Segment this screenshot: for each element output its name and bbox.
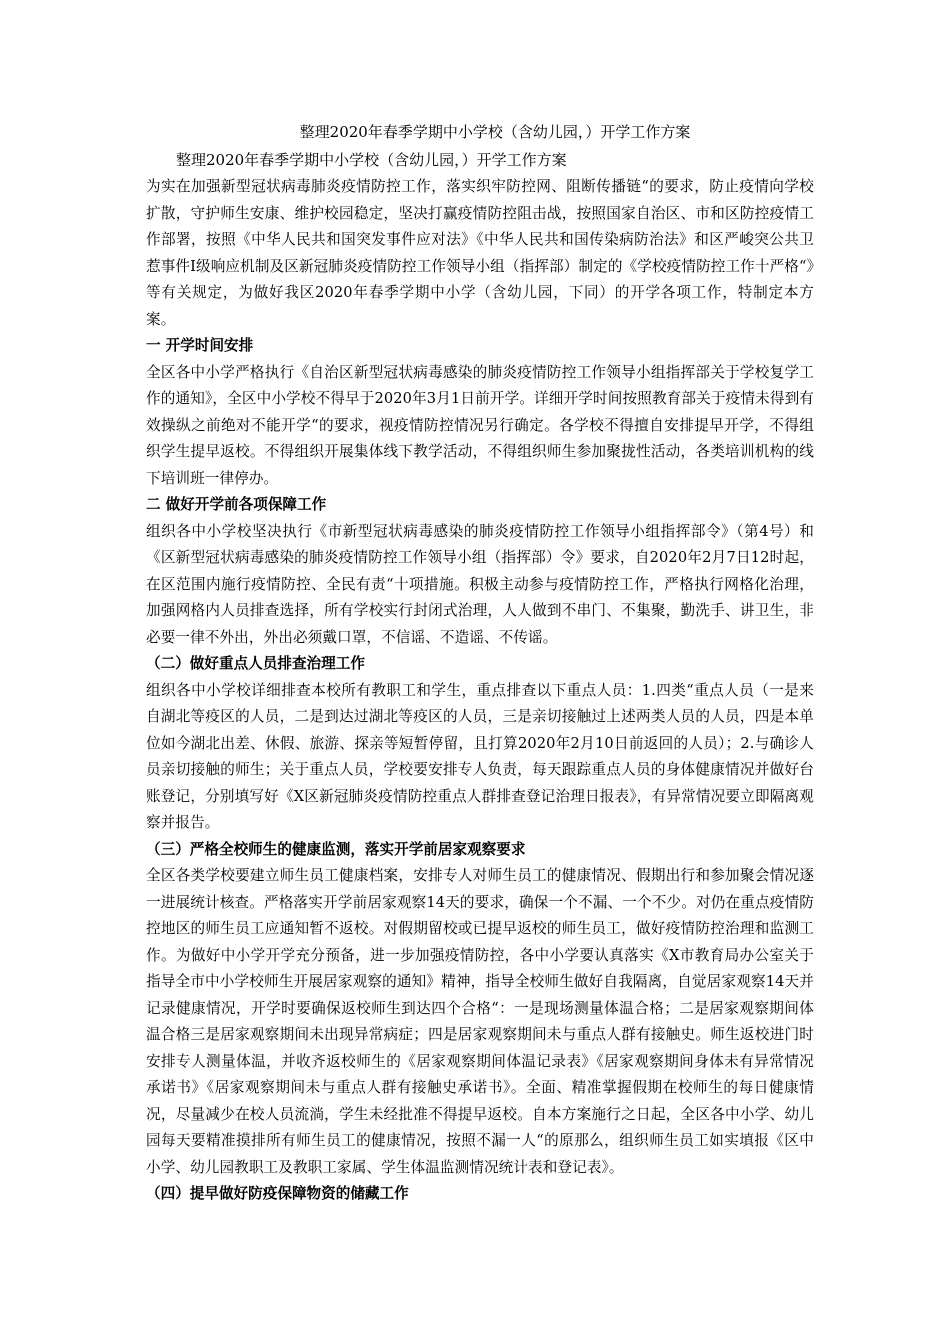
document-title: 整理2020年春季学期中小学校（含幼儿园，）开学工作方案 <box>299 123 691 141</box>
section-heading-screening: （二）做好重点人员排查治理工作 <box>146 655 365 672</box>
section-body-health-monitoring: 全区各类学校要建立师生员工健康档案，安排专人对师生员工的健康情况、假期出行和参加聚会情况逐一进展统计核查。严格落实开学前居家观察14天的要求，确保一个不漏、一个不少。对仍在重点疫情防控地区的师生员工应通知暂不返校。对假期留校或已提早返校的师生员工，做好疫情防控治理和监测工作。为做好中小学开学充分预备，进一步加强疫情防控，各中小学要认真落实《X市教育局办公室关于指导全市中小学校师生开展居家观察的通知》精神，指导全校师生做好自我隔离，自觉居家观察14天并记录健康情况，开学时要确保返校师生到达四个合格“：一是现场测量体温合格；二是居家观察期间体温合格三是居家观察期间未出现异常病症；四是居家观察期间未与重点人群有接触史。师生返校进门时安排专人测量体温，并收齐返校师生的《居家观察期间体温记录表》《居家观察期间身体未有异常情况承诺书》《居家观察期间未与重点人群有接触史承诺书》。全面、精准掌握假期在校师生的每日健康情况，尽量减少在校人员流淌，学生未经批准不得提早返校。自本方案施行之日起，全区各中小学、幼儿园每天要精准摸排所有师生员工的健康情况，按照不漏一人“的原那么，组织师生员工如实填报《区中小学、幼儿园教职工及教职工家属、学生体温监测情况统计表和登记表》。 <box>146 867 814 1176</box>
section-heading-schedule: 一 开学时间安排 <box>146 337 254 354</box>
section-body-preparation: 组织各中小学校坚决执行《市新型冠状病毒感染的肺炎疫情防控工作领导小组指挥部令》（第4号）和《区新型冠状病毒感染的肺炎疫情防控工作领导小组（指挥部）令》要求，自2020年2月7日12时起，在区范围内施行疫情防控、全民有责“十项措施。积极主动参与疫情防控工作，严格执行网格化治理，加强网格内人员排查选择，所有学校实行封闭式治理，人人做到不串门、不集聚，勤洗手、讲卫生，非必要一律不外出，外出必须戴口罩，不信谣、不造谣、不传谣。 <box>146 522 814 646</box>
section-heading-health-monitoring: （三）严格全校师生的健康监测，落实开学前居家观察要求 <box>146 840 526 858</box>
intro-paragraph: 为实在加强新型冠状病毒肺炎疫情防控工作，落实织牢防控网、阻断传播链“的要求，防止疫情向学校扩散，守护师生安康、维护校园稳定，坚决打赢疫情防控阻击战，按照国家自治区、市和区防控疫情工作部署，按照《中华人民共和国突发事件应对法》《中华人民共和国传染病防治法》和区严峻突公共卫惹事件Ⅰ级响应机制及区新冠肺炎疫情防控工作领导小组（指挥部）制定的《学校疫情防控工作十严格“》等有关规定，为做好我区2020年春季学期中小学（含幼儿园，下同）的开学各项工作，特制定本方案。 <box>146 178 814 328</box>
section-body-screening: 组织各中小学校详细排查本校所有教职工和学生，重点排查以下重点人员：1.四类“重点人员（一是来自湖北等疫区的人员，二是到达过湖北等疫区的人员，三是亲切接触过上述两类人员的人员，四是本单位如今湖北出差、休假、旅游、探亲等短暂停留，且打算2020年2月10日前返回的人员）；2.与确诊人员亲切接触的师生；关于重点人员，学校要安排专人负责，每天跟踪重点人员的身体健康情况并做好台账登记，分别填写好《X区新冠肺炎疫情防控重点人群排查登记治理日报表》，有异常情况要立即隔离观察并报告。 <box>146 681 814 831</box>
document-page <box>146 118 814 1208</box>
section-body-schedule: 全区各中小学严格执行《自治区新型冠状病毒感染的肺炎疫情防控工作领导小组指挥部关于学校复学工作的通知》，全区中小学校不得早于2020年3月1日前开学。详细开学时间按照教育部关于疫情未得到有效操纵之前绝对不能开学“的要求，视疫情防控情况另行确定。各学校不得擅自安排提早开学，不得组织学生提早返校。不得组织开展集体线下教学活动，不得组织师生参加聚拢性活动，各类培训机构的线下培训班一律停办。 <box>146 363 814 487</box>
section-heading-supplies: （四）提早做好防疫保障物资的储藏工作 <box>146 1185 409 1202</box>
section-heading-preparation: 二 做好开学前各项保障工作 <box>146 496 327 513</box>
document-subtitle: 整理2020年春季学期中小学校（含幼儿园，）开学工作方案 <box>176 151 567 169</box>
